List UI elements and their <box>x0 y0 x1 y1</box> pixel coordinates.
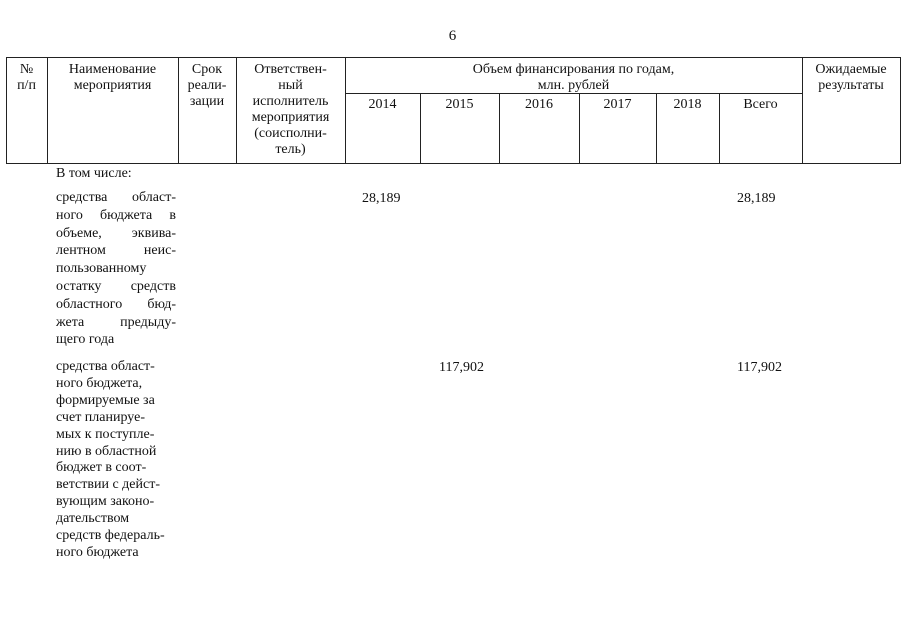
row2-line: мых к поступле- <box>56 426 155 442</box>
row2-line: ветствии с дейст- <box>56 477 160 493</box>
header-term <box>178 62 236 110</box>
row1-line: областного бюд- <box>56 296 176 312</box>
header-num-line: п/п <box>17 78 36 93</box>
header-responsible-line: мероприятия <box>251 110 330 125</box>
header-responsible-line: Ответствен- <box>254 62 327 77</box>
row1-line: щего года <box>56 332 115 348</box>
row2-line: средства област- <box>56 359 155 374</box>
subheading-including: В том числе: <box>56 166 132 181</box>
row2-line: средств федераль- <box>56 528 165 544</box>
table-top-border <box>6 57 901 58</box>
row1-line: лентном неис- <box>56 243 176 259</box>
row2-line: нию в областной <box>56 443 157 459</box>
header-term-line: зации <box>189 94 225 109</box>
header-name-line: Наименование <box>68 62 157 77</box>
header-name-line: мероприятия <box>73 78 152 93</box>
header-responsible-line: тель) <box>275 142 306 157</box>
row2-description <box>56 359 186 562</box>
row1-description <box>56 189 176 349</box>
header-responsible-line: исполнитель <box>252 94 329 109</box>
header-name <box>47 62 178 94</box>
row2-line: бюджет в соот- <box>56 460 147 476</box>
header-term-line: реали- <box>187 78 227 93</box>
header-year-total: Всего <box>743 97 778 112</box>
header-year-2017: 2017 <box>603 97 632 112</box>
header-financing-line: млн. рублей <box>537 78 610 93</box>
row2-line: ного бюджета <box>56 544 139 560</box>
row2-line: дательством <box>56 511 130 527</box>
row2-value-total: 117,902 <box>737 360 782 375</box>
header-bottom-border <box>6 163 901 164</box>
header-financing-line: Объем финансирования по годам, <box>472 62 675 77</box>
row2-line: формируемые за <box>56 392 155 408</box>
header-num <box>6 62 47 94</box>
row1-value-2014: 28,189 <box>362 191 401 206</box>
row2-value-2015: 117,902 <box>439 360 484 375</box>
row1-value-total: 28,189 <box>737 191 776 206</box>
row2-line: ного бюджета, <box>56 375 143 391</box>
header-expected <box>802 62 900 94</box>
header-responsible-line: (соисполни- <box>254 126 327 141</box>
row1-line: ного бюджета в <box>56 207 176 223</box>
row1-line: средства област- <box>56 190 176 205</box>
row1-line: объеме, эквива- <box>56 225 176 241</box>
header-responsible-line: ный <box>278 78 303 93</box>
row2-line: вующим законо- <box>56 494 155 510</box>
page-number: 6 <box>448 28 457 44</box>
header-expected-line: результаты <box>818 78 884 93</box>
header-financing <box>345 62 802 94</box>
row1-line: остатку средств <box>56 278 176 294</box>
col-border-11 <box>900 57 901 163</box>
header-term-line: Срок <box>191 62 223 77</box>
header-year-2016: 2016 <box>525 97 553 112</box>
row1-line: жета предыду- <box>56 314 176 330</box>
row1-line: пользованному <box>56 261 147 277</box>
header-year-2014: 2014 <box>368 97 397 112</box>
row2-line: счет планируе- <box>56 409 145 425</box>
header-num-line: № <box>19 62 34 77</box>
header-year-2018: 2018 <box>673 97 702 112</box>
header-responsible <box>236 62 345 158</box>
header-expected-line: Ожидаемые <box>815 62 887 77</box>
header-year-2015: 2015 <box>445 97 474 112</box>
